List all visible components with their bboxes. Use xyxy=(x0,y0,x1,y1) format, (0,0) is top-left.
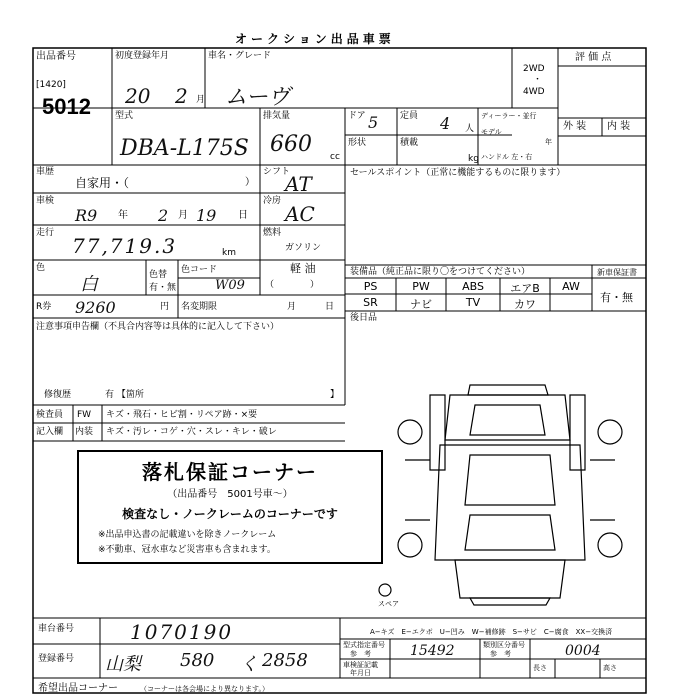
aircon-value: AC xyxy=(285,202,315,226)
inspector-in: 内装 xyxy=(75,427,94,437)
form-title: オークション出品車票 xyxy=(235,32,395,46)
car-name: ムーヴ xyxy=(225,85,290,110)
color-change-value: 有・無 xyxy=(149,283,177,293)
inspector-label-1: 検査員 xyxy=(36,410,64,420)
model-label: 型式 xyxy=(115,111,134,121)
first-reg-month: 2 xyxy=(175,84,188,108)
equip-tv: TV xyxy=(465,296,481,309)
name-change-month: 月 xyxy=(287,302,297,312)
recycle-label: R券 xyxy=(36,302,52,312)
recycle-value: 9260 xyxy=(75,298,116,317)
shaken-label: 車検 xyxy=(36,196,55,206)
guarantee-main: 検査なし・ノークレームのコーナーです xyxy=(122,507,338,521)
fuel-label: 燃料 xyxy=(263,228,282,238)
load-unit: kg xyxy=(468,154,479,164)
repair-label: 修復歴 xyxy=(44,390,72,400)
inspector-fw: FW xyxy=(77,410,92,420)
type-designation-label: 型式指定番号 xyxy=(343,641,385,649)
wish-label: 希望出品コーナー xyxy=(38,683,118,694)
doors-label: ドア xyxy=(348,111,366,121)
repair-close: 】 xyxy=(330,390,340,400)
shape-label: 形状 xyxy=(348,138,367,148)
capacity-label: 定員 xyxy=(400,111,419,121)
inspector-in-text: キズ・汚レ・コゲ・穴・スレ・キレ・破レ xyxy=(106,427,277,437)
guarantee-note-2: ※不動車、冠水車など災害車も含まれます。 xyxy=(98,545,276,555)
drive-2wd: 2WD xyxy=(523,64,545,74)
rear-note-label: 後日品 xyxy=(350,313,378,323)
history-label: 車歴 xyxy=(36,167,55,177)
drive-dot: ・ xyxy=(533,75,543,85)
damage-legend: A−キズ E−エクボ U−凹み W−補修跡 S−サビ C−腐食 XX−交換済 xyxy=(370,628,613,636)
equip-leather: カワ xyxy=(514,298,536,311)
wish-note: （コーナーは各会場により異なります。） xyxy=(140,685,269,693)
color-value: 白 xyxy=(80,274,98,295)
fuel-paren: （ ） xyxy=(265,280,320,290)
plate-kana: く xyxy=(240,654,258,675)
drive-4wd: 4WD xyxy=(523,87,545,97)
guarantee-sub: （出品番号 5001号車〜） xyxy=(167,489,293,500)
equip-sr: SR xyxy=(363,296,378,309)
class-code-value: 0004 xyxy=(565,643,601,659)
handle-label: ハンドル 左・右 xyxy=(481,153,533,161)
notes-label: 注意事項申告欄（不具合内容等は具体的に記入して下さい） xyxy=(36,322,280,332)
equip-airbag: エアB xyxy=(510,282,540,295)
aircon-label: 冷房 xyxy=(263,196,282,206)
color-change-label: 色替 xyxy=(149,270,168,280)
guarantee-title: 落札保証コーナー xyxy=(142,460,318,484)
warranty-label: 新車保証書 xyxy=(597,268,637,277)
lot-code: [1420] xyxy=(36,80,66,90)
displacement-unit: cc xyxy=(330,152,340,162)
type-designation-ref: 参 考 xyxy=(350,650,371,658)
equip-navi: ナビ xyxy=(410,298,432,311)
model-year-unit: 年 xyxy=(545,138,552,146)
fuel-gas: ガソリン xyxy=(285,243,322,253)
inspector-label-2: 記入欄 xyxy=(36,427,64,437)
shaken-day-unit: 日 xyxy=(238,210,248,221)
doors-value: 5 xyxy=(368,113,379,132)
rating-exterior: 外 装 xyxy=(563,121,587,132)
repair-value: 有 【箇所 xyxy=(105,390,144,400)
recycle-unit: 円 xyxy=(160,302,170,312)
shaken-month-unit: 月 xyxy=(178,210,188,221)
shaken-era: R9 xyxy=(75,206,98,225)
plate-label: 登録番号 xyxy=(38,654,75,664)
displacement-value: 660 xyxy=(270,132,312,157)
length-label: 長さ xyxy=(533,664,547,672)
mileage-label: 走行 xyxy=(36,228,55,238)
first-reg-month-unit: 月 xyxy=(196,95,206,105)
first-reg-year: 20 xyxy=(125,84,151,108)
color-code-label: 色コード xyxy=(181,265,218,275)
plate-number: 2858 xyxy=(262,650,308,671)
capacity-value: 4 xyxy=(440,114,451,133)
shaken-day: 19 xyxy=(196,206,217,225)
class-code-ref: 参 考 xyxy=(490,650,511,658)
equip-ps: PS xyxy=(363,280,378,293)
color-code-value: W09 xyxy=(215,278,245,293)
name-label: 車名・グレード xyxy=(208,51,272,61)
load-label: 積載 xyxy=(400,138,419,148)
color-label: 色 xyxy=(36,263,46,273)
chassis-label: 車台番号 xyxy=(38,624,75,634)
name-change-day: 日 xyxy=(325,302,335,312)
name-change-label: 名変期限 xyxy=(181,302,218,312)
spare-label: スペア xyxy=(378,600,399,608)
model-value: DBA-L175S xyxy=(120,136,249,161)
equipment-label: 装備品（純正品に限り〇をつけてください） xyxy=(350,267,531,277)
inspector-fw-text: キズ・飛石・ヒビ割・リペア跡・×要 xyxy=(106,410,258,420)
mileage-unit: km xyxy=(222,248,236,258)
reg-date-label: 車検証記載 xyxy=(343,661,378,669)
displacement-label: 排気量 xyxy=(263,111,291,121)
shaken-year-unit: 年 xyxy=(118,210,128,221)
mileage-value: 77,719.3 xyxy=(72,234,178,258)
shift-label: シフト xyxy=(263,167,291,177)
shaken-month: 2 xyxy=(158,206,169,225)
car-damage-diagram xyxy=(379,385,622,605)
first-reg-label: 初度登録年月 xyxy=(115,51,170,61)
equip-abs: ABS xyxy=(462,280,484,293)
lot-label: 出品番号 xyxy=(36,51,76,62)
class-code-label: 類別区分番号 xyxy=(483,641,525,649)
warranty-value: 有・無 xyxy=(600,291,633,304)
lot-number: 5012 xyxy=(42,94,91,119)
shift-value: AT xyxy=(285,172,312,196)
plate-class: 580 xyxy=(180,650,215,671)
capacity-unit: 人 xyxy=(465,124,475,134)
history-value: 自家用・（ xyxy=(75,176,130,190)
height-label: 高さ xyxy=(603,664,617,672)
guarantee-note-1: ※出品申込書の記載違いを除きノークレーム xyxy=(98,530,277,540)
rating-interior: 内 装 xyxy=(607,121,631,132)
fuel-diesel: 軽 油 xyxy=(290,262,316,275)
chassis-value: 1070190 xyxy=(130,620,234,644)
plate-region: 山梨 xyxy=(105,654,141,675)
history-close: ） xyxy=(245,177,255,188)
sales-point-label: セールスポイント（正常に機能するものに限ります） xyxy=(350,168,566,178)
dealer-label: ディーラー・並行 xyxy=(481,112,537,120)
model-year-label: モデル xyxy=(481,128,502,136)
reg-date-label-2: 年月日 xyxy=(350,669,371,677)
equip-aw: AW xyxy=(562,280,580,293)
rating-label: 評 価 点 xyxy=(575,52,612,63)
equip-pw: PW xyxy=(412,280,430,293)
type-designation-value: 15492 xyxy=(410,643,455,659)
